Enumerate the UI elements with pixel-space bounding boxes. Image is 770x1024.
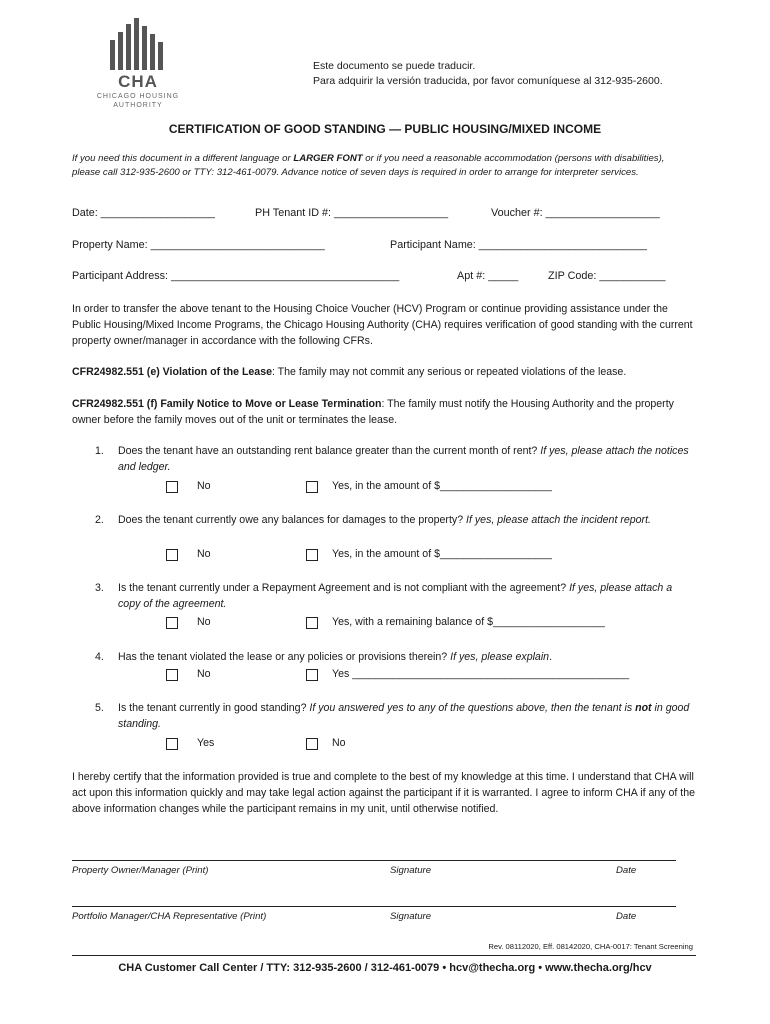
q5-yes-label: Yes: [197, 737, 215, 749]
q2-no-checkbox[interactable]: [166, 549, 178, 561]
question-number: 5.: [95, 702, 104, 714]
owner-date-label: Date: [616, 865, 637, 876]
cha-rep-print-label: Portfolio Manager/CHA Representative (Print): [72, 911, 267, 922]
certification-paragraph: I hereby certify that the information provided is true and complete to the best of my knowledge at this time. I understand that CHA will act upon this information quickly and may take legal action against the participant if it is warranted. I agree to inform CHA if any of the above information changes while the participant remains in my unit, until otherwise notified.: [72, 771, 696, 815]
question-instruction: If yes, please explain: [450, 651, 550, 663]
q1-yes-amount-field[interactable]: Yes, in the amount of $___________________: [332, 480, 552, 492]
q5-yes-checkbox[interactable]: [166, 738, 178, 750]
logo-bars-icon: [88, 18, 188, 70]
cfr2-heading: CFR24982.551 (f) Family Notice to Move or Lease Termination: [72, 398, 382, 410]
property-name-field[interactable]: Property Name: _____________________________: [72, 239, 325, 251]
cfr1-heading: CFR24982.551 (e) Violation of the Lease: [72, 366, 272, 378]
participant-name-field[interactable]: Participant Name: ____________________________: [390, 239, 647, 251]
q1-no-label: No: [197, 480, 211, 492]
revision-note: Rev. 08112020, Eff. 08142020, CHA-0017: Tenant Screening: [488, 942, 693, 951]
date-field[interactable]: Date: ___________________: [72, 207, 215, 219]
signature-line-owner[interactable]: [72, 860, 676, 861]
q2-yes-amount-field[interactable]: Yes, in the amount of $___________________: [332, 548, 552, 560]
question-number: 4.: [95, 651, 104, 663]
logo-subtitle-1: CHICAGO HOUSING: [96, 93, 180, 100]
voucher-field[interactable]: Voucher #: ___________________: [491, 207, 660, 219]
footer-contact: CHA Customer Call Center / TTY: 312-935-2600 / 312-461-0079 • hcv@thecha.org • www.thecha.org/hcv: [118, 962, 652, 974]
cfr-notice-paragraph: [72, 396, 697, 428]
q5-no-checkbox[interactable]: [306, 738, 318, 750]
question-text: Is the tenant currently under a Repayment Agreement and is not compliant with the agreement?: [118, 582, 570, 594]
question-2: [95, 512, 695, 528]
question-instruction-a: If you answered yes to any of the questions above, then the tenant is: [309, 702, 636, 714]
cha-rep-signature-label: Signature: [390, 911, 432, 922]
signature-line-cha-rep[interactable]: [72, 906, 676, 907]
question-instruction-b: in good standing.: [118, 702, 690, 730]
question-number: 2.: [95, 514, 104, 526]
participant-address-field[interactable]: Participant Address: ______________________________________: [72, 270, 400, 282]
apt-field[interactable]: Apt #: _____: [457, 270, 519, 282]
question-5: [95, 700, 695, 732]
q1-yes-checkbox[interactable]: [306, 481, 318, 493]
cha-rep-date-label: Date: [616, 911, 637, 922]
zip-code-field[interactable]: ZIP Code: ___________: [548, 270, 666, 282]
question-text: Does the tenant currently owe any balances for damages to the property?: [118, 514, 467, 526]
question-instruction: If yes, please attach the incident report.: [466, 514, 651, 526]
q3-yes-checkbox[interactable]: [306, 617, 318, 629]
logo-subtitle-2: AUTHORITY: [113, 102, 163, 109]
intro-text-c: or if you need a reasonable accommodation (persons with disabilities), please call 312-935-2600 or TTY: 312-461-0079. Advance notice of seven days is required in order to arrange for interpreter services.: [72, 153, 665, 178]
cfr2-text: : The family must notify the Housing Authority and the property owner before the family moves out of the unit or terminates the lease.: [72, 398, 674, 426]
q4-no-label: No: [197, 668, 211, 680]
ph-tenant-id-field[interactable]: PH Tenant ID #: ___________________: [255, 207, 449, 219]
accommodation-note: [72, 152, 692, 179]
intro-text-a: If you need this document in a different language or: [72, 153, 294, 164]
question-tail: .: [549, 651, 553, 663]
question-number: 1.: [95, 445, 104, 457]
question-instruction: If yes, please attach the notices and ledger.: [118, 445, 689, 473]
question-text: Is the tenant currently in good standing?: [118, 702, 310, 714]
q4-no-checkbox[interactable]: [166, 669, 178, 681]
q3-yes-balance-field[interactable]: Yes, with a remaining balance of $___________________: [332, 616, 605, 628]
owner-print-label: Property Owner/Manager (Print): [72, 865, 209, 876]
question-instruction-not: not: [635, 702, 652, 714]
q3-no-checkbox[interactable]: [166, 617, 178, 629]
q5-no-label: No: [332, 737, 346, 749]
question-text: Does the tenant have an outstanding rent balance greater than the current month of rent?: [118, 445, 541, 457]
intro-text-b: LARGER FONT: [293, 153, 363, 164]
translation-line-2: Para adquirir la versión traducida, por favor comuníquese al 312-935-2600.: [313, 75, 663, 87]
q2-yes-checkbox[interactable]: [306, 549, 318, 561]
document-title: CERTIFICATION OF GOOD STANDING — PUBLIC HOUSING/MIXED INCOME: [168, 122, 602, 136]
owner-signature-label: Signature: [390, 865, 432, 876]
q3-no-label: No: [197, 616, 211, 628]
cfr1-text: : The family may not commit any serious or repeated violations of the lease.: [271, 366, 627, 378]
footer-divider: [72, 955, 696, 956]
q1-no-checkbox[interactable]: [166, 481, 178, 493]
cfr-violation-paragraph: [72, 364, 697, 380]
cha-logo: [88, 18, 188, 110]
transfer-paragraph: In order to transfer the above tenant to the Housing Choice Voucher (HCV) Program or continue providing assistance under the Public Housing/Mixed Income Programs, the Chicago Housing Authority (CHA) requires verification of good standing with the current property owner/manager in accordance with the following CFRs.: [72, 303, 693, 347]
question-1: [95, 443, 695, 475]
translation-note: [313, 59, 663, 89]
q4-yes-checkbox[interactable]: [306, 669, 318, 681]
question-instruction: If yes, please attach a copy of the agreement.: [118, 582, 673, 610]
logo-wordmark: CHA: [118, 72, 158, 91]
question-4: [95, 649, 695, 665]
q2-no-label: No: [197, 548, 211, 560]
translation-line-1: Este documento se puede traducir.: [313, 60, 476, 72]
q4-yes-explain-field[interactable]: Yes _______________________________________________: [332, 668, 630, 680]
question-text: Has the tenant violated the lease or any policies or provisions therein?: [118, 651, 451, 663]
question-number: 3.: [95, 582, 104, 594]
question-3: [95, 580, 695, 612]
